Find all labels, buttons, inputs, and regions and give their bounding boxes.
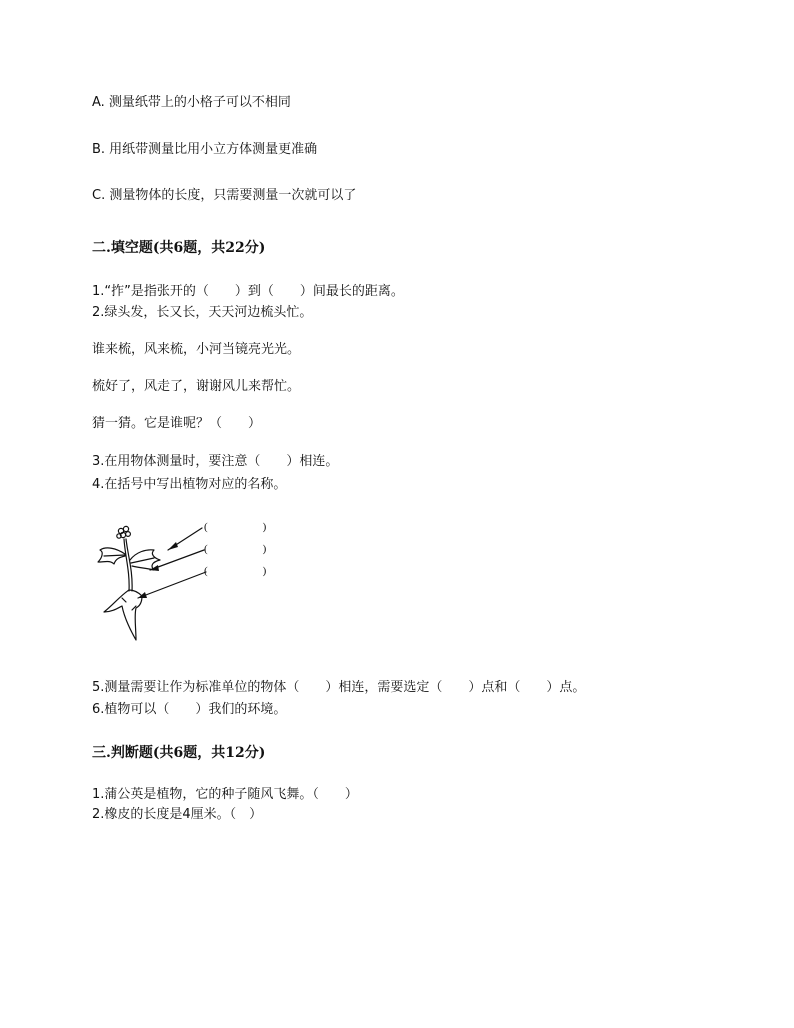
question-2-1: 1.“拃”是指张开的（ ）到（ ）间最长的距离。 [92,284,404,299]
question-2-3: 3.在用物体测量时，要注意（ ）相连。 [92,454,339,469]
question-2-4: 4.在括号中写出植物对应的名称。 [92,477,287,492]
section-3-heading: 三.判断题(共6题，共12分) [92,745,266,761]
riddle-line-2: 谁来梳，风来梳，小河当镜亮光光。 [92,342,301,357]
plant-label-bracket-3: ( ) [204,565,267,577]
riddle-question: 猜一猜。它是谁呢？（ ） [92,416,262,431]
question-2-5: 5.测量需要让作为标准单位的物体（ ）相连，需要选定（ ）点和（ ）点。 [92,680,586,695]
plant-illustration [92,516,312,651]
section-2-heading: 二.填空题(共6题，共22分) [92,240,266,256]
plant-label-bracket-1: ( ) [204,521,267,533]
question-3-2: 2.橡皮的长度是4厘米。（ ） [92,807,263,822]
plant-label-bracket-2: ( ) [204,543,267,555]
option-c: C. 测量物体的长度，只需要测量一次就可以了 [92,188,357,203]
question-3-1: 1.蒲公英是植物，它的种子随风飞舞。（ ） [92,787,358,802]
riddle-line-3: 梳好了，风走了，谢谢风儿来帮忙。 [92,379,301,394]
option-a: A. 测量纸带上的小格子可以不相同 [92,95,291,110]
plant-figure [92,516,312,651]
question-2-6: 6.植物可以（ ）我们的环境。 [92,702,287,717]
option-b: B. 用纸带测量比用小立方体测量更准确 [92,142,318,157]
question-2-2: 2.绿头发，长又长，天天河边梳头忙。 [92,305,313,320]
